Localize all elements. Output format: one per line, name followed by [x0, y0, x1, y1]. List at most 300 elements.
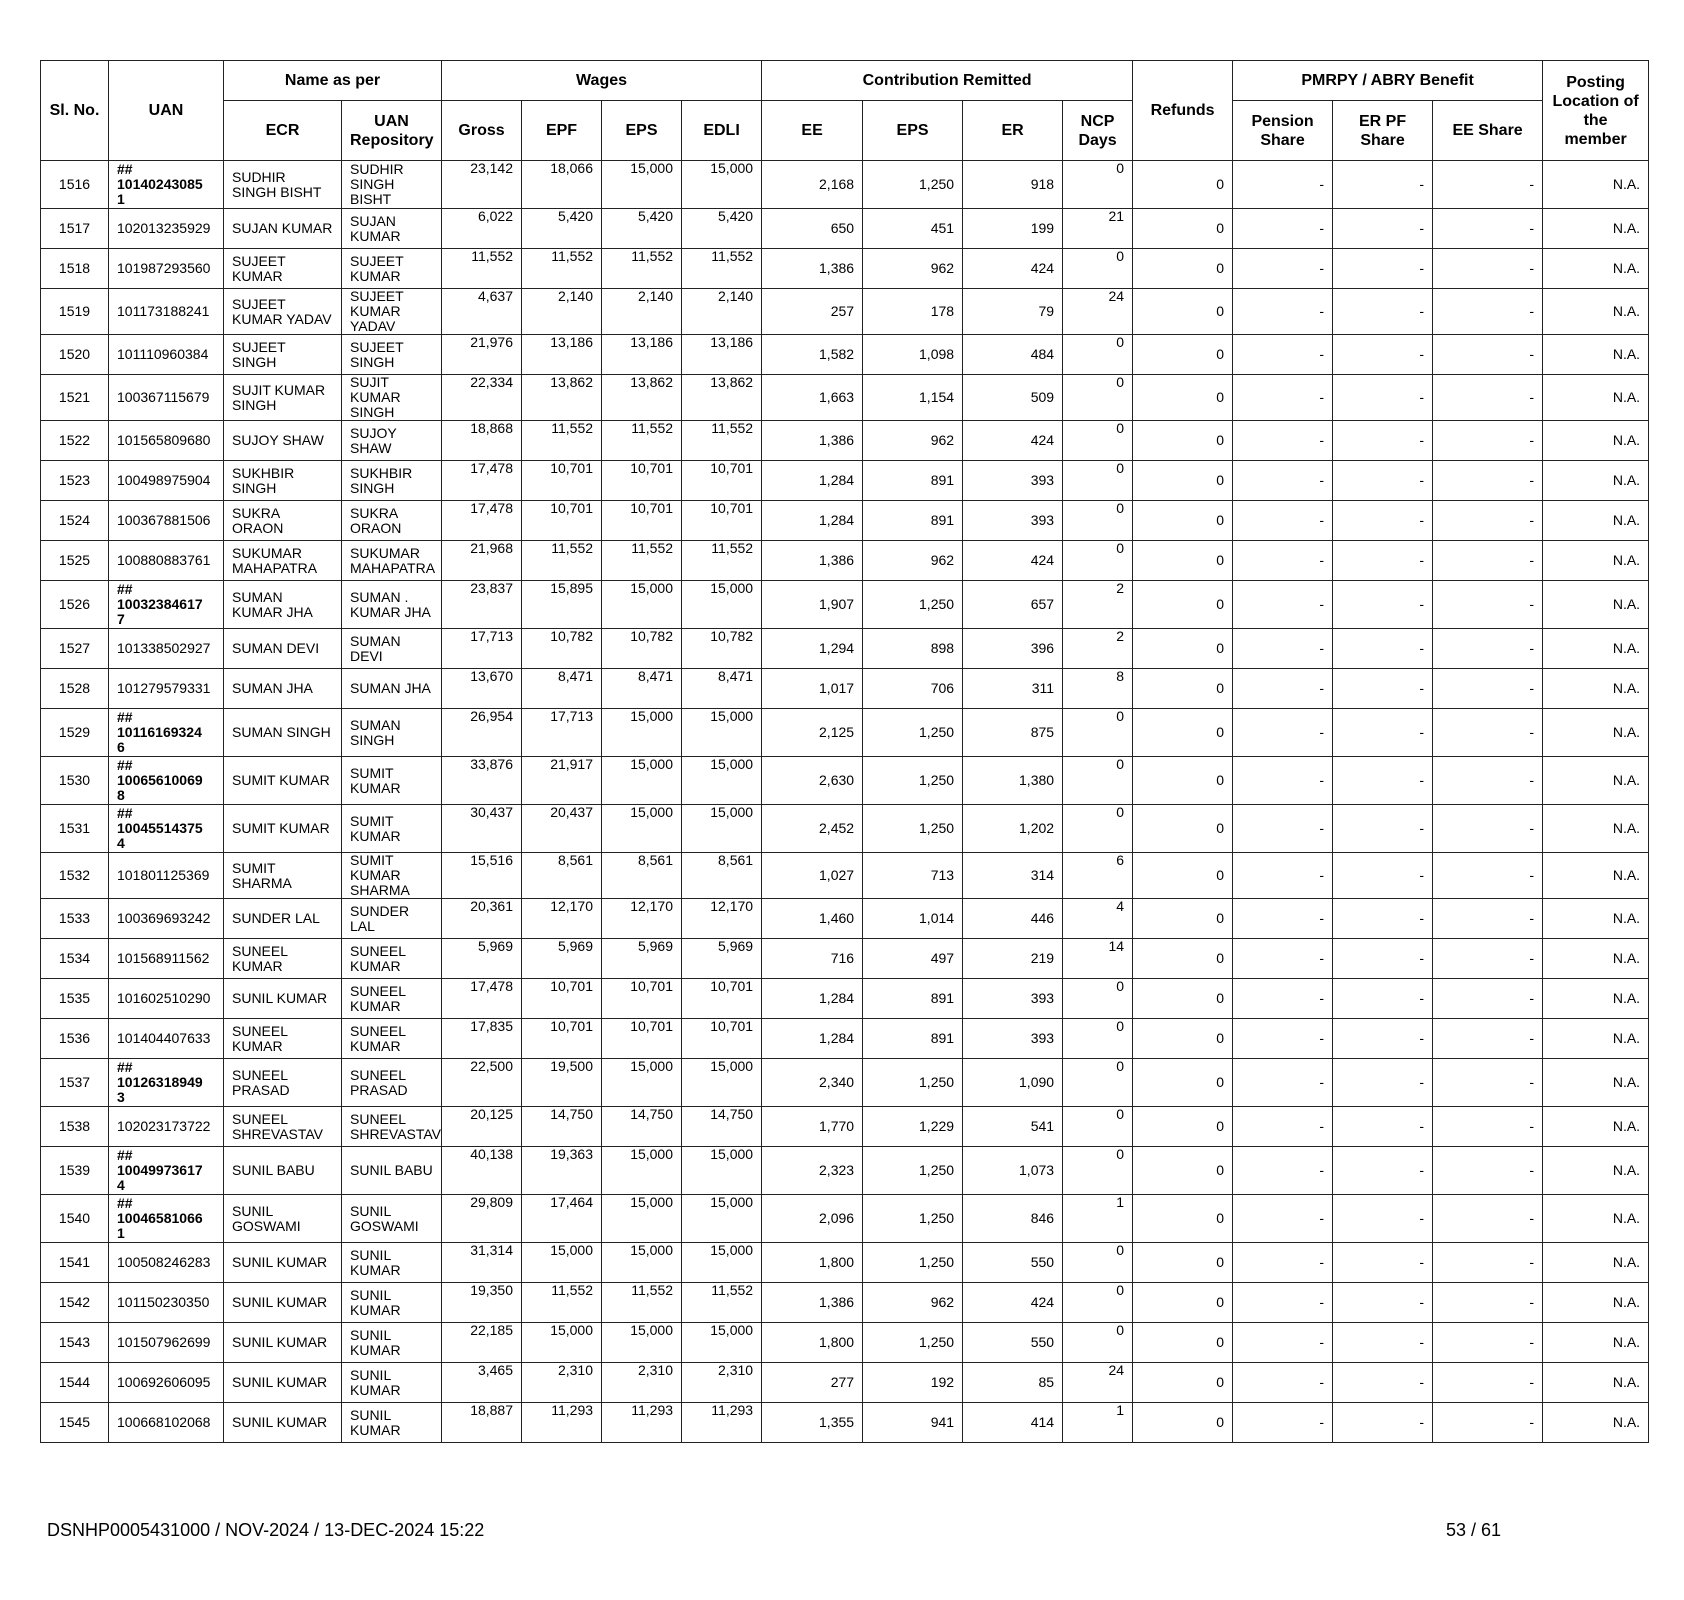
cell-contrib-eps: 1,250 [863, 1243, 963, 1283]
cell-er: 424 [963, 1283, 1063, 1323]
cell-posting-location: N.A. [1543, 709, 1649, 757]
table-row [41, 1403, 1649, 1443]
cell-sl-no: 1531 [41, 805, 109, 853]
cell-er-pf-share: - [1333, 805, 1433, 853]
cell-uan: ## 10126318949 3 [109, 1059, 224, 1107]
cell-pension-share: - [1233, 461, 1333, 501]
cell-eps: 13,862 [602, 375, 682, 421]
cell-contrib-eps: 891 [863, 501, 963, 541]
cell-sl-no: 1540 [41, 1195, 109, 1243]
col-ecr: ECR [224, 101, 342, 161]
cell-ee-share: - [1433, 979, 1543, 1019]
cell-eps: 15,000 [602, 709, 682, 757]
cell-er: 424 [963, 421, 1063, 461]
table-row [41, 541, 1649, 581]
cell-ee-share: - [1433, 1283, 1543, 1323]
cell-refunds: 0 [1133, 1323, 1233, 1363]
cell-ee-share: - [1433, 1243, 1543, 1283]
cell-eps: 15,000 [602, 1243, 682, 1283]
cell-uan: ## 10032384617 7 [109, 581, 224, 629]
cell-ncp-days: 0 [1063, 1323, 1133, 1363]
table-row [41, 1243, 1649, 1283]
cell-ee-share: - [1433, 541, 1543, 581]
cell-posting-location: N.A. [1543, 853, 1649, 899]
cell-ee: 1,770 [762, 1107, 863, 1147]
cell-uan: ## 10046581066 1 [109, 1195, 224, 1243]
cell-posting-location: N.A. [1543, 1147, 1649, 1195]
cell-ecr-name: SUNIL KUMAR [224, 1363, 342, 1403]
cell-uan: 101801125369 [109, 853, 224, 899]
cell-edli: 8,471 [682, 669, 762, 709]
cell-er: 414 [963, 1403, 1063, 1443]
cell-ee-share: - [1433, 1323, 1543, 1363]
cell-eps: 10,701 [602, 461, 682, 501]
table-row [41, 1107, 1649, 1147]
cell-posting-location: N.A. [1543, 461, 1649, 501]
table-row [41, 939, 1649, 979]
cell-edli: 15,000 [682, 1195, 762, 1243]
cell-gross: 22,185 [442, 1323, 522, 1363]
cell-edli: 12,170 [682, 899, 762, 939]
cell-gross: 15,516 [442, 853, 522, 899]
cell-ee: 1,663 [762, 375, 863, 421]
cell-sl-no: 1529 [41, 709, 109, 757]
cell-uan: 101173188241 [109, 289, 224, 335]
cell-er-pf-share: - [1333, 1403, 1433, 1443]
cell-ee: 1,800 [762, 1323, 863, 1363]
cell-sl-no: 1528 [41, 669, 109, 709]
cell-ncp-days: 24 [1063, 289, 1133, 335]
cell-ee: 2,096 [762, 1195, 863, 1243]
cell-gross: 23,837 [442, 581, 522, 629]
cell-uan: 102023173722 [109, 1107, 224, 1147]
cell-posting-location: N.A. [1543, 899, 1649, 939]
table-row [41, 899, 1649, 939]
cell-ncp-days: 14 [1063, 939, 1133, 979]
cell-ee: 2,630 [762, 757, 863, 805]
cell-pension-share: - [1233, 209, 1333, 249]
cell-posting-location: N.A. [1543, 1195, 1649, 1243]
cell-eps: 15,000 [602, 757, 682, 805]
cell-er-pf-share: - [1333, 541, 1433, 581]
cell-ee: 1,386 [762, 249, 863, 289]
cell-ncp-days: 0 [1063, 757, 1133, 805]
cell-epf: 17,713 [522, 709, 602, 757]
cell-posting-location: N.A. [1543, 1019, 1649, 1059]
cell-contrib-eps: 962 [863, 421, 963, 461]
table-row [41, 853, 1649, 899]
cell-er: 1,073 [963, 1147, 1063, 1195]
cell-ee-share: - [1433, 1059, 1543, 1107]
cell-er: 85 [963, 1363, 1063, 1403]
col-group-contribution: Contribution Remitted [762, 61, 1133, 101]
cell-ncp-days: 4 [1063, 899, 1133, 939]
cell-uan: 101565809680 [109, 421, 224, 461]
cell-ecr-name: SUMIT KUMAR [224, 757, 342, 805]
cell-refunds: 0 [1133, 289, 1233, 335]
cell-er: 199 [963, 209, 1063, 249]
cell-ee: 1,017 [762, 669, 863, 709]
footer-reference: DSNHP0005431000 / NOV-2024 / 13-DEC-2024 15:22 [47, 1520, 485, 1540]
cell-er-pf-share: - [1333, 289, 1433, 335]
cell-refunds: 0 [1133, 1107, 1233, 1147]
cell-eps: 11,552 [602, 541, 682, 581]
cell-edli: 15,000 [682, 805, 762, 853]
cell-edli: 11,293 [682, 1403, 762, 1443]
table-row [41, 289, 1649, 335]
cell-er-pf-share: - [1333, 757, 1433, 805]
cell-uan-repository-name: SUJIT KUMAR SINGH [342, 375, 442, 421]
cell-posting-location: N.A. [1543, 541, 1649, 581]
cell-gross: 23,142 [442, 161, 522, 209]
cell-ee-share: - [1433, 581, 1543, 629]
cell-ncp-days: 0 [1063, 1107, 1133, 1147]
table-body [41, 161, 1649, 1443]
cell-edli: 10,701 [682, 461, 762, 501]
cell-uan-repository-name: SUNEEL KUMAR [342, 979, 442, 1019]
cell-ee: 1,284 [762, 1019, 863, 1059]
cell-uan-repository-name: SUJEET SINGH [342, 335, 442, 375]
cell-epf: 14,750 [522, 1107, 602, 1147]
cell-sl-no: 1520 [41, 335, 109, 375]
cell-sl-no: 1532 [41, 853, 109, 899]
cell-epf: 20,437 [522, 805, 602, 853]
cell-refunds: 0 [1133, 629, 1233, 669]
table-row [41, 1147, 1649, 1195]
cell-uan-repository-name: SUNEEL PRASAD [342, 1059, 442, 1107]
cell-posting-location: N.A. [1543, 939, 1649, 979]
cell-uan-repository-name: SUNIL KUMAR [342, 1403, 442, 1443]
cell-er-pf-share: - [1333, 979, 1433, 1019]
cell-sl-no: 1539 [41, 1147, 109, 1195]
cell-contrib-eps: 497 [863, 939, 963, 979]
table-row [41, 629, 1649, 669]
cell-er-pf-share: - [1333, 1107, 1433, 1147]
cell-refunds: 0 [1133, 1403, 1233, 1443]
cell-er-pf-share: - [1333, 1195, 1433, 1243]
cell-refunds: 0 [1133, 709, 1233, 757]
cell-uan: ## 10049973617 4 [109, 1147, 224, 1195]
cell-gross: 13,670 [442, 669, 522, 709]
cell-gross: 22,334 [442, 375, 522, 421]
cell-uan-repository-name: SUKHBIR SINGH [342, 461, 442, 501]
cell-edli: 11,552 [682, 541, 762, 581]
cell-eps: 15,000 [602, 581, 682, 629]
cell-contrib-eps: 713 [863, 853, 963, 899]
col-group-wages: Wages [442, 61, 762, 101]
cell-epf: 10,782 [522, 629, 602, 669]
cell-ncp-days: 21 [1063, 209, 1133, 249]
cell-uan-repository-name: SUMAN SINGH [342, 709, 442, 757]
cell-ee-share: - [1433, 161, 1543, 209]
cell-pension-share: - [1233, 581, 1333, 629]
col-er-pf-share: ER PF Share [1333, 101, 1433, 161]
cell-epf: 5,969 [522, 939, 602, 979]
table-row [41, 335, 1649, 375]
cell-uan: 100369693242 [109, 899, 224, 939]
cell-uan: ## 10116169324 6 [109, 709, 224, 757]
cell-refunds: 0 [1133, 853, 1233, 899]
table-row [41, 1019, 1649, 1059]
cell-ecr-name: SUJEET KUMAR YADAV [224, 289, 342, 335]
cell-pension-share: - [1233, 1363, 1333, 1403]
cell-ee: 2,323 [762, 1147, 863, 1195]
cell-ecr-name: SUMAN SINGH [224, 709, 342, 757]
cell-epf: 10,701 [522, 1019, 602, 1059]
cell-posting-location: N.A. [1543, 979, 1649, 1019]
cell-ncp-days: 0 [1063, 421, 1133, 461]
cell-edli: 15,000 [682, 1323, 762, 1363]
cell-er: 550 [963, 1323, 1063, 1363]
cell-posting-location: N.A. [1543, 805, 1649, 853]
cell-er: 509 [963, 375, 1063, 421]
cell-sl-no: 1545 [41, 1403, 109, 1443]
cell-ecr-name: SUMIT SHARMA [224, 853, 342, 899]
cell-contrib-eps: 962 [863, 1283, 963, 1323]
cell-er: 314 [963, 853, 1063, 899]
cell-eps: 14,750 [602, 1107, 682, 1147]
cell-uan-repository-name: SUMIT KUMAR SHARMA [342, 853, 442, 899]
cell-sl-no: 1543 [41, 1323, 109, 1363]
cell-refunds: 0 [1133, 421, 1233, 461]
col-sl-no: Sl. No. [41, 61, 109, 161]
cell-uan-repository-name: SUMIT KUMAR [342, 805, 442, 853]
cell-uan: 101110960384 [109, 335, 224, 375]
table-row [41, 161, 1649, 209]
cell-ecr-name: SUJEET SINGH [224, 335, 342, 375]
cell-uan-repository-name: SUNEEL SHREVASTAV [342, 1107, 442, 1147]
cell-uan: ## 10140243085 1 [109, 161, 224, 209]
cell-posting-location: N.A. [1543, 1363, 1649, 1403]
cell-ee-share: - [1433, 629, 1543, 669]
cell-pension-share: - [1233, 1283, 1333, 1323]
cell-er-pf-share: - [1333, 1147, 1433, 1195]
cell-ncp-days: 0 [1063, 1147, 1133, 1195]
cell-ncp-days: 0 [1063, 709, 1133, 757]
cell-er: 918 [963, 161, 1063, 209]
cell-ecr-name: SUNIL KUMAR [224, 1283, 342, 1323]
cell-ee-share: - [1433, 709, 1543, 757]
cell-ee: 2,168 [762, 161, 863, 209]
col-gross: Gross [442, 101, 522, 161]
cell-contrib-eps: 941 [863, 1403, 963, 1443]
cell-ee-share: - [1433, 939, 1543, 979]
cell-eps: 15,000 [602, 805, 682, 853]
cell-gross: 11,552 [442, 249, 522, 289]
cell-ecr-name: SUNDER LAL [224, 899, 342, 939]
cell-contrib-eps: 891 [863, 461, 963, 501]
cell-gross: 22,500 [442, 1059, 522, 1107]
cell-ecr-name: SUNEEL KUMAR [224, 939, 342, 979]
cell-er-pf-share: - [1333, 581, 1433, 629]
cell-contrib-eps: 1,250 [863, 1195, 963, 1243]
cell-edli: 2,140 [682, 289, 762, 335]
cell-epf: 11,552 [522, 421, 602, 461]
cell-contrib-eps: 178 [863, 289, 963, 335]
cell-er-pf-share: - [1333, 1243, 1433, 1283]
cell-ee-share: - [1433, 757, 1543, 805]
cell-epf: 12,170 [522, 899, 602, 939]
cell-posting-location: N.A. [1543, 289, 1649, 335]
cell-ee-share: - [1433, 461, 1543, 501]
table-row [41, 1059, 1649, 1107]
cell-pension-share: - [1233, 669, 1333, 709]
cell-refunds: 0 [1133, 1147, 1233, 1195]
cell-refunds: 0 [1133, 1059, 1233, 1107]
cell-sl-no: 1524 [41, 501, 109, 541]
cell-er-pf-share: - [1333, 209, 1433, 249]
cell-uan: 100367881506 [109, 501, 224, 541]
cell-ee-share: - [1433, 1363, 1543, 1403]
cell-edli: 11,552 [682, 1283, 762, 1323]
cell-pension-share: - [1233, 1243, 1333, 1283]
cell-uan: 101568911562 [109, 939, 224, 979]
cell-gross: 17,713 [442, 629, 522, 669]
cell-refunds: 0 [1133, 581, 1233, 629]
cell-er-pf-share: - [1333, 629, 1433, 669]
col-group-name-as-per: Name as per [224, 61, 442, 101]
cell-eps: 10,701 [602, 979, 682, 1019]
cell-eps: 12,170 [602, 899, 682, 939]
cell-pension-share: - [1233, 335, 1333, 375]
cell-uan: 101987293560 [109, 249, 224, 289]
cell-sl-no: 1526 [41, 581, 109, 629]
cell-ee: 2,452 [762, 805, 863, 853]
cell-epf: 11,552 [522, 1283, 602, 1323]
table-row [41, 375, 1649, 421]
cell-sl-no: 1533 [41, 899, 109, 939]
cell-edli: 8,561 [682, 853, 762, 899]
col-group-pmrpy: PMRPY / ABRY Benefit [1233, 61, 1543, 101]
cell-contrib-eps: 891 [863, 979, 963, 1019]
table-row [41, 209, 1649, 249]
cell-pension-share: - [1233, 709, 1333, 757]
cell-gross: 30,437 [442, 805, 522, 853]
cell-uan-repository-name: SUNIL KUMAR [342, 1283, 442, 1323]
cell-sl-no: 1542 [41, 1283, 109, 1323]
cell-eps: 15,000 [602, 161, 682, 209]
cell-refunds: 0 [1133, 1195, 1233, 1243]
cell-sl-no: 1525 [41, 541, 109, 581]
cell-gross: 17,478 [442, 501, 522, 541]
cell-er: 1,202 [963, 805, 1063, 853]
cell-pension-share: - [1233, 805, 1333, 853]
cell-eps: 11,552 [602, 249, 682, 289]
cell-uan-repository-name: SUNIL BABU [342, 1147, 442, 1195]
cell-er: 79 [963, 289, 1063, 335]
cell-posting-location: N.A. [1543, 1107, 1649, 1147]
cell-refunds: 0 [1133, 1283, 1233, 1323]
cell-edli: 11,552 [682, 421, 762, 461]
cell-gross: 33,876 [442, 757, 522, 805]
col-uan-repository: UAN Repository [342, 101, 442, 161]
table-row [41, 249, 1649, 289]
cell-epf: 21,917 [522, 757, 602, 805]
cell-posting-location: N.A. [1543, 375, 1649, 421]
cell-eps: 8,561 [602, 853, 682, 899]
cell-ecr-name: SUMAN KUMAR JHA [224, 581, 342, 629]
cell-eps: 15,000 [602, 1059, 682, 1107]
cell-sl-no: 1538 [41, 1107, 109, 1147]
cell-ncp-days: 1 [1063, 1195, 1133, 1243]
cell-er-pf-share: - [1333, 375, 1433, 421]
cell-eps: 11,293 [602, 1403, 682, 1443]
cell-epf: 15,000 [522, 1243, 602, 1283]
cell-ee-share: - [1433, 501, 1543, 541]
cell-pension-share: - [1233, 421, 1333, 461]
cell-ncp-days: 0 [1063, 1283, 1133, 1323]
cell-ncp-days: 1 [1063, 1403, 1133, 1443]
cell-pension-share: - [1233, 1147, 1333, 1195]
cell-contrib-eps: 451 [863, 209, 963, 249]
cell-ncp-days: 0 [1063, 461, 1133, 501]
cell-uan-repository-name: SUMAN DEVI [342, 629, 442, 669]
cell-eps: 2,310 [602, 1363, 682, 1403]
cell-pension-share: - [1233, 289, 1333, 335]
cell-ee-share: - [1433, 1403, 1543, 1443]
cell-edli: 5,420 [682, 209, 762, 249]
table-row [41, 1323, 1649, 1363]
cell-ncp-days: 0 [1063, 249, 1133, 289]
cell-eps: 15,000 [602, 1323, 682, 1363]
cell-ee-share: - [1433, 375, 1543, 421]
cell-er: 393 [963, 501, 1063, 541]
cell-uan: ## 10065610069 8 [109, 757, 224, 805]
cell-ncp-days: 2 [1063, 629, 1133, 669]
cell-edli: 15,000 [682, 161, 762, 209]
cell-epf: 18,066 [522, 161, 602, 209]
contribution-table [40, 60, 1649, 1443]
cell-ncp-days: 0 [1063, 1059, 1133, 1107]
cell-ee-share: - [1433, 1147, 1543, 1195]
cell-ee-share: - [1433, 1107, 1543, 1147]
cell-uan: 100508246283 [109, 1243, 224, 1283]
cell-ecr-name: SUNIL KUMAR [224, 1323, 342, 1363]
cell-posting-location: N.A. [1543, 581, 1649, 629]
cell-sl-no: 1535 [41, 979, 109, 1019]
cell-er-pf-share: - [1333, 1019, 1433, 1059]
col-edli: EDLI [682, 101, 762, 161]
cell-er-pf-share: - [1333, 249, 1433, 289]
cell-contrib-eps: 192 [863, 1363, 963, 1403]
cell-contrib-eps: 706 [863, 669, 963, 709]
table-row [41, 669, 1649, 709]
table-row [41, 1363, 1649, 1403]
cell-posting-location: N.A. [1543, 1243, 1649, 1283]
cell-ee: 716 [762, 939, 863, 979]
cell-er: 393 [963, 461, 1063, 501]
cell-uan-repository-name: SUNIL KUMAR [342, 1243, 442, 1283]
cell-er: 424 [963, 541, 1063, 581]
cell-ee: 1,284 [762, 979, 863, 1019]
cell-ee-share: - [1433, 899, 1543, 939]
cell-epf: 13,186 [522, 335, 602, 375]
cell-contrib-eps: 1,250 [863, 757, 963, 805]
cell-sl-no: 1544 [41, 1363, 109, 1403]
cell-ee: 1,294 [762, 629, 863, 669]
cell-contrib-eps: 1,250 [863, 161, 963, 209]
cell-epf: 17,464 [522, 1195, 602, 1243]
cell-uan-repository-name: SUKRA ORAON [342, 501, 442, 541]
cell-refunds: 0 [1133, 899, 1233, 939]
cell-refunds: 0 [1133, 939, 1233, 979]
cell-gross: 31,314 [442, 1243, 522, 1283]
footer-page-number: 53 / 61 [1446, 1520, 1502, 1540]
cell-er-pf-share: - [1333, 421, 1433, 461]
cell-er: 311 [963, 669, 1063, 709]
cell-epf: 8,471 [522, 669, 602, 709]
cell-uan: 101404407633 [109, 1019, 224, 1059]
